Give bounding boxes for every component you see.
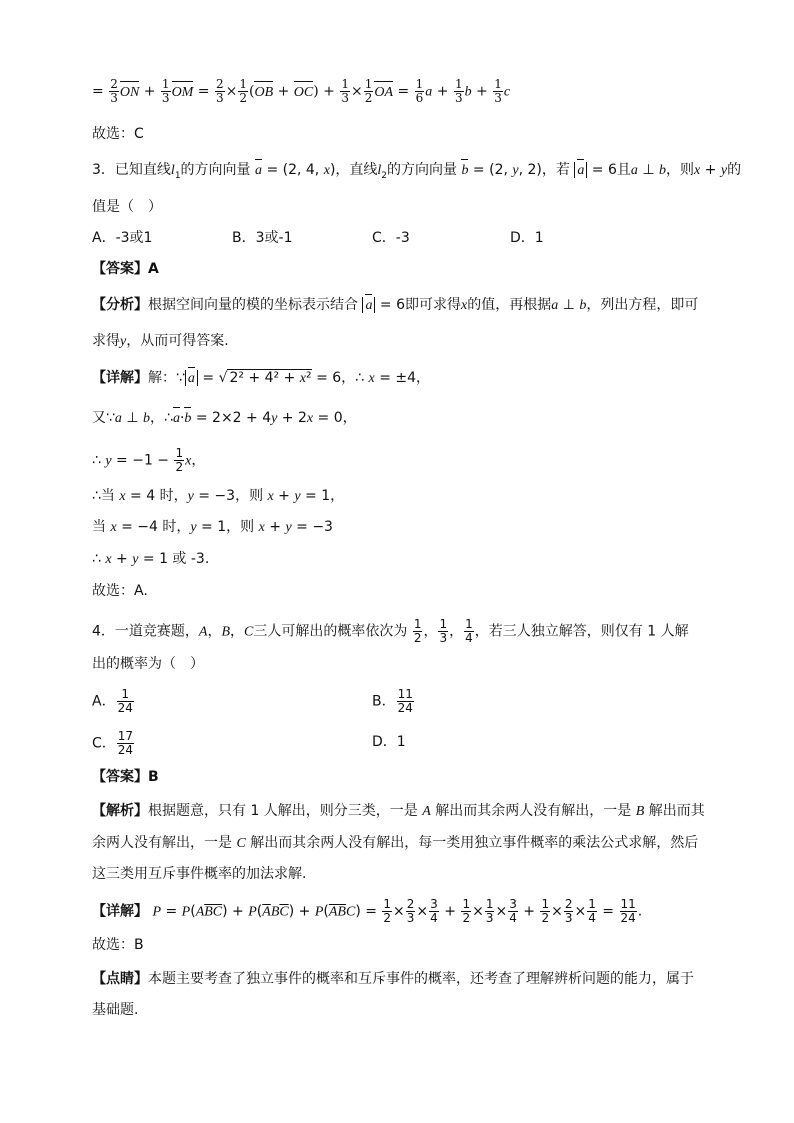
q4-analysis-line3: 这三类用互斥事件概率的加法求解.	[92, 866, 307, 882]
q3-option-d: D．1	[510, 230, 544, 246]
q3-detail-line6: ∴ x + y = 1 或 -3.	[92, 551, 210, 567]
q4-stem-line1: 4．一道竞赛题，A，B，C三人可解出的概率依次为 $\frac{1}{2}$ ， $\frac{1}{3}$ ， $\frac{1}{4}$ ，若三人独立解答，则仅有 1 人解	[92, 617, 689, 645]
q4-choice: 故选：B	[92, 937, 144, 953]
q4-analysis-line2: 余两人没有解出，一是 C 解出而其余两人没有解出，每一类用独立事件概率的乘法公式求解，然后	[92, 835, 699, 851]
q3-analysis-line1: 【分析】根据空间向量的模的坐标表示结合 a = 6即可求得x的值，再根据a ⊥ b，列出方程，即可	[92, 295, 698, 316]
q3-detail-line4: ∴当 x = 4 时，y = −3，则 x + y = 1，	[92, 488, 345, 504]
q3-option-b: B．3或-1	[232, 230, 293, 246]
q3-stem-line2: 值是（ ）	[92, 199, 162, 215]
q3-detail-line2: 又∵a ⊥ b，∴a·b = 2×2 + 4y + 2x = 0，	[92, 408, 357, 429]
q3-option-c: C．-3	[372, 230, 410, 246]
q4-option-d: D．1	[372, 734, 406, 750]
q4-option-b: B． $\frac{11}{24}$	[372, 687, 413, 715]
q4-comment-line2: 基础题.	[92, 1002, 139, 1018]
q4-stem-line2: 出的概率为（ ）	[92, 656, 204, 672]
q3-answer: 【答案】A	[92, 261, 159, 277]
q4-detail-formula: 【详解】 $P = P(A\overline{BC}) + P(\overline{A}B\overline{C}) + P(\overline{AB}C)$ = $\frac{1}{2}$ × $\frac{2}{3}$ × $\frac{3}{4}$ + $\frac{1}{2}$ × $\frac{1}{3}$ × $\frac{3}{4}$ + $\frac{1}{2}$ × $\frac{2}{3}$ × $\frac{1}{4}$ = $\frac{11}{24}$ .	[92, 897, 643, 925]
q3-option-a: A．-3或1	[92, 230, 153, 246]
q3-analysis-line2: 求得y，从而可得答案.	[92, 333, 229, 349]
q4-option-c: C． $\frac{17}{24}$	[92, 729, 134, 757]
q3-stem-line1: 3．已知直线$l_1$的方向向量 a = (2, 4, x)，直线$l_2$的方向向量 b = (2, y, 2)，若 a = 6且a ⊥ b，则x + y的	[92, 162, 742, 181]
q3-detail-line1: 【详解】解：∵ a = √ 2² + 4² + x² = 6，∴ x = ±4，	[92, 368, 430, 389]
q4-option-a: A． $\frac{1}{24}$	[92, 687, 133, 715]
q3-detail-line3: ∴ y = −1 − $\frac{1}{2}$ x，	[92, 446, 206, 474]
top-choice: 故选：C	[92, 126, 144, 142]
q4-comment-line1: 【点睛】本题主要考查了独立事件的概率和互斥事件的概率，还考查了理解辨析问题的能力，属于	[92, 971, 694, 987]
q3-choice: 故选：A.	[92, 583, 148, 599]
q4-answer: 【答案】B	[92, 769, 159, 785]
q4-analysis-line1: 【解析】根据题意，只有 1 人解出，则分三类，一是 A 解出而其余两人没有解出，一是 B 解出而其	[92, 803, 705, 819]
top-equation: = $\frac{2}{3}$ ON + $\frac{1}{3}$ OM = $\frac{2}{3}$ × $\frac{1}{2}$ (OB + OC) + $\frac{1}{3}$ × $\frac{1}{2}$ OA = $\frac{1}{6}$ a + $\frac{1}{3}$ b + $\frac{1}{3}$ c	[92, 77, 511, 105]
q3-detail-line5: 当 x = −4 时，y = 1，则 x + y = −3	[92, 519, 333, 535]
